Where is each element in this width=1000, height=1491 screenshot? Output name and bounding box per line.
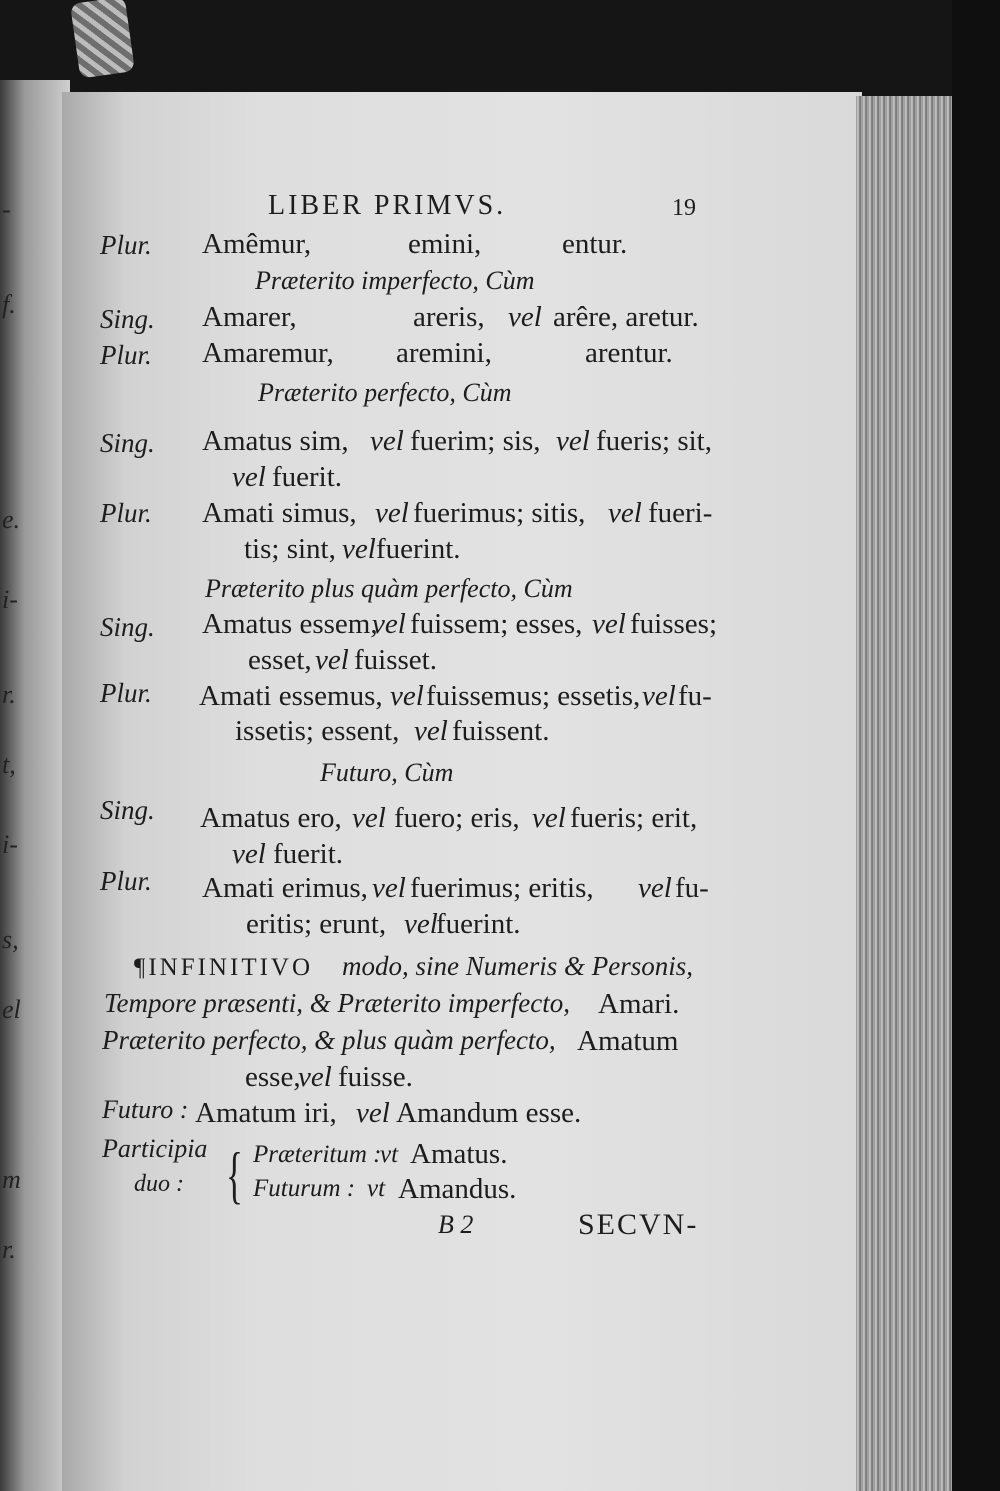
form-text: Amatus sim, [202,425,349,457]
form-text: fueri- [648,497,713,529]
tense-heading: Futuro, Cùm [320,758,454,787]
form-text: tis; sint, [244,533,336,565]
form-text: fuerit. [272,461,343,493]
form-text: fu- [675,872,709,904]
form-text: vel [370,425,404,457]
form-text: entur. [562,228,628,260]
facing-page-fragment: t, [2,750,16,779]
facing-page-fragment: r. [2,680,16,709]
form-text: fuisset. [354,644,437,676]
number-label: Plur. [100,230,152,260]
form-text: vel [232,838,266,870]
form-text: fuerimus; sitis, [413,497,586,529]
signature-mark: B 2 [438,1210,474,1239]
form-text: Amati erimus, [202,872,368,904]
form-text: Amêmur, [202,228,312,260]
form-text: Amandum esse. [396,1097,582,1129]
binding-cord [70,0,135,78]
form-text: areris, [413,301,485,333]
participle-form: Amatus. [410,1138,508,1170]
form-text: fu- [678,680,712,712]
form-text: Amarer, [202,301,297,333]
form-text: vel [315,644,349,676]
form-text: vel [375,497,409,529]
form-text: vel [508,301,542,333]
number-label: Sing. [100,795,155,825]
participle-vt: vt [367,1175,386,1202]
form-text: vel [638,872,672,904]
tense-label: Præterito perfecto, & plus quàm perfecto, [102,1025,556,1055]
facing-page-fragment: m [2,1165,21,1194]
participle-vt: vt [380,1141,399,1168]
facing-page-fragment: f. [2,290,16,319]
form-text: arêre, aretur. [553,301,699,333]
participle-label: Participia [102,1134,208,1163]
form-text: Amatus ero, [200,802,342,834]
number-label: Plur. [100,498,152,528]
number-label: Sing. [100,304,155,334]
form-text: aremini, [396,337,492,369]
form-text: vel [390,680,424,712]
form-text: vel [372,872,406,904]
running-title: LIBER PRIMVS. [268,190,507,221]
number-label: Plur. [100,340,152,370]
form-text: Amatum [577,1025,679,1057]
tense-heading: Præterito imperfecto, Cùm [255,266,535,295]
participle-label: duo : [134,1171,184,1197]
tense-label: Tempore præsenti, & Præterito imperfecto, [104,988,570,1018]
form-text: fuero; eris, [394,802,520,834]
facing-page-fragment: s, [2,925,19,954]
background-shadow [952,0,1000,1491]
brace-icon: { [226,1139,243,1210]
form-text: fuerint. [436,908,521,940]
facing-page-fragment: el [2,995,21,1024]
form-text: fuerit. [273,838,344,870]
form-text: vel [642,680,676,712]
facing-page-fragment: r. [2,1235,16,1264]
form-text: vel [608,497,642,529]
facing-page-fragment: e. [2,505,21,534]
facing-page-fragment: i- [2,830,18,859]
number-label: Sing. [100,428,155,458]
form-text: fuisses; [630,608,717,640]
form-text: emini, [408,228,482,260]
form-text: vel [356,1097,390,1129]
form-text: fuissent. [452,715,550,747]
form-text: vel [532,802,566,834]
form-text: issetis; essent, [235,715,400,747]
form-text: vel [352,802,386,834]
participle-tense: Præteritum : [253,1141,382,1168]
form-text: vel [592,608,626,640]
form-text: Amaremur, [202,337,334,369]
form-text: vel [372,608,406,640]
form-text: fuissem; esses, [410,608,583,640]
form-text: Amati essemus, [199,680,383,712]
section-heading: ¶INFINITIVO [134,954,314,981]
number-label: Plur. [100,678,152,708]
participle-form: Amandus. [398,1173,517,1205]
form-text: vel [298,1061,332,1093]
form-text: Amatum iri, [195,1097,337,1129]
form-text: vel [404,908,438,940]
form-text: esset, [248,644,312,676]
folio-number: 19 [672,195,696,221]
form-text: vel [414,715,448,747]
form-text: eritis; erunt, [246,908,387,940]
page-edges [856,96,952,1491]
form-text: Amatus essem, [202,608,378,640]
form-text: fuerint. [376,533,461,565]
tense-label: Futuro : [102,1095,189,1124]
section-heading-text: modo, sine Numeris & Personis, [342,951,693,981]
form-text: fuisse. [338,1061,413,1093]
number-label: Sing. [100,612,155,642]
form-text: arentur. [585,337,673,369]
form-text: esse, [245,1061,301,1093]
tense-heading: Præterito perfecto, Cùm [258,378,512,407]
facing-page-fragment: - [2,195,11,224]
form-text: vel [556,425,590,457]
form-text: vel [232,461,266,493]
form-text: fuerimus; eritis, [410,872,594,904]
form-text: fueris; sit, [596,425,712,457]
form-text: fuissemus; essetis, [426,680,641,712]
participle-tense: Futurum : [253,1175,356,1202]
form-text: Amati simus, [202,497,357,529]
facing-page-fragment: i- [2,585,18,614]
form-text: vel [342,533,376,565]
form-text: fuerim; sis, [410,425,541,457]
tense-heading: Præterito plus quàm perfecto, Cùm [205,574,573,603]
form-text: fueris; erit, [570,802,698,834]
catchword: SECVN- [578,1208,699,1241]
number-label: Plur. [100,866,152,896]
form-text: Amari. [598,988,680,1020]
